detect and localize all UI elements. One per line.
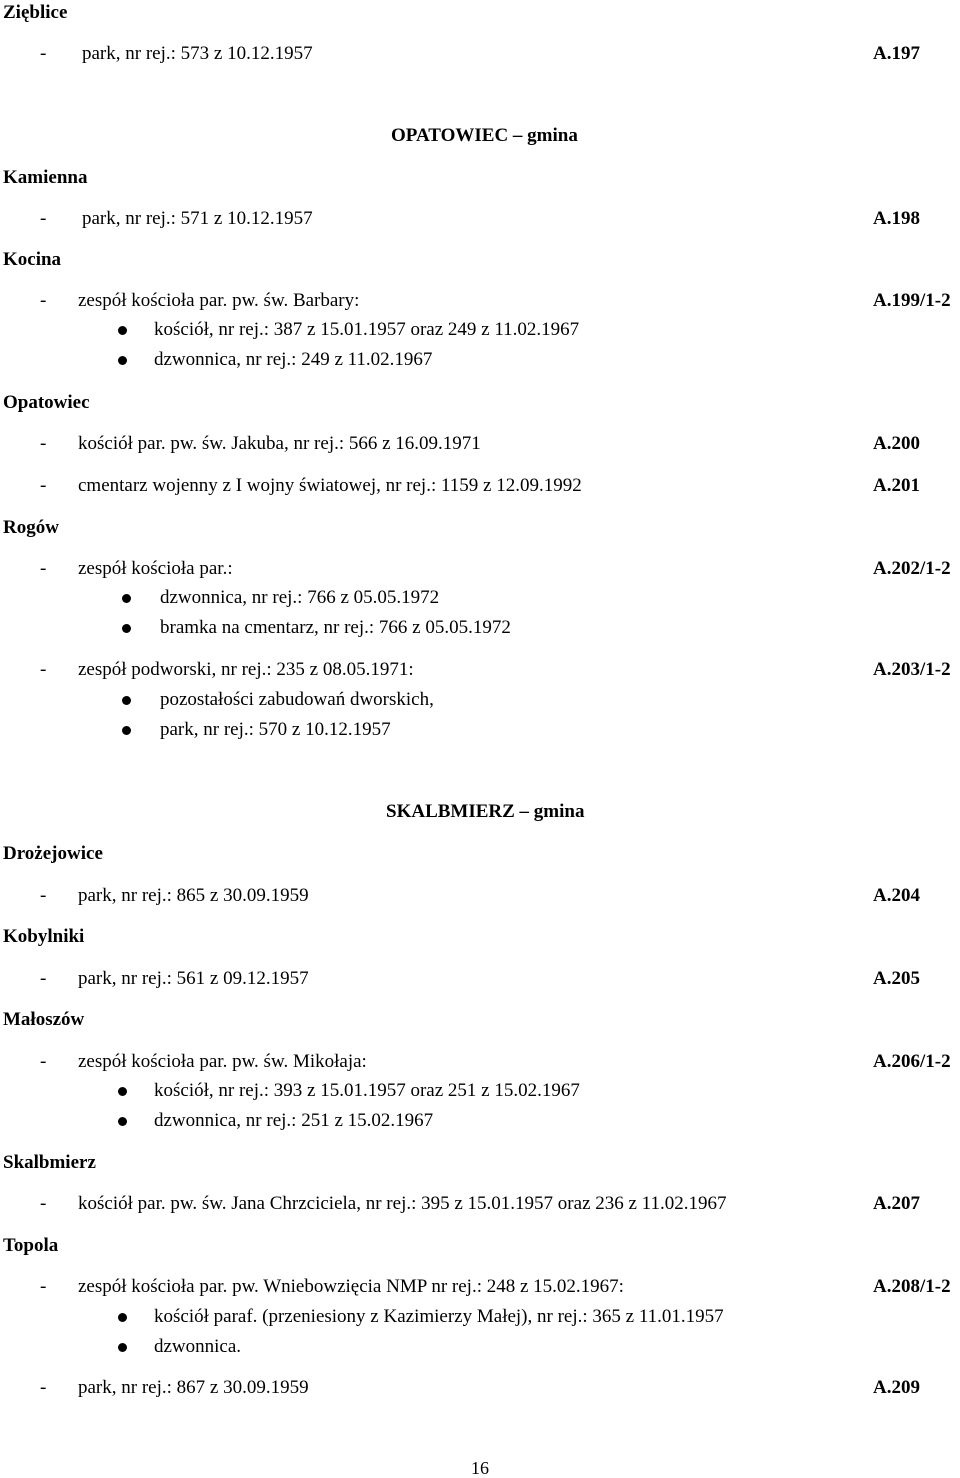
entry-item: kościół paraf. (przeniesiony z Kazimierzy Małej), nr rej.: 365 z 11.01.1957 [154,1306,724,1327]
dash: - [40,558,47,579]
register-code: A.197 [873,43,920,64]
entry-text: kościół par. pw. św. Jakuba, nr rej.: 566 z 16.09.1971 [78,433,481,454]
entry-text: zespół kościoła par. pw. św. Mikołaja: [78,1051,367,1072]
entry-item: park, nr rej.: 570 z 10.12.1957 [160,719,391,740]
register-code: A.208/1-2 [873,1276,951,1297]
dash: - [40,885,47,906]
bullet [118,1313,127,1322]
place-heading: Drożejowice [3,843,103,864]
dash: - [40,1051,47,1072]
entry-text: park, nr rej.: 867 z 30.09.1959 [78,1377,309,1398]
register-code: A.200 [873,433,920,454]
section-heading: SKALBMIERZ – gmina [386,801,585,822]
section-heading: OPATOWIEC – gmina [391,125,578,146]
place-heading: Kobylniki [3,926,85,947]
bullet [118,326,127,335]
entry-text: zespół podworski, nr rej.: 235 z 08.05.1971: [78,659,414,680]
bullet [118,1087,127,1096]
entry-text: park, nr rej.: 561 z 09.12.1957 [78,968,309,989]
entry-item: pozostałości zabudowań dworskich, [160,689,434,710]
dash: - [40,208,47,229]
place-heading: Rogów [3,517,59,538]
entry-text: park, nr rej.: 573 z 10.12.1957 [82,43,313,64]
bullet [122,696,131,705]
register-code: A.198 [873,208,920,229]
entry-item: dzwonnica, nr rej.: 766 z 05.05.1972 [160,587,440,608]
bullet [118,1343,127,1352]
entry-text: kościół par. pw. św. Jana Chrzciciela, nr rej.: 395 z 15.01.1957 oraz 236 z 11.02.1967 [78,1193,727,1214]
bullet [118,1117,127,1126]
entry-item: dzwonnica. [154,1336,242,1357]
entry-text: park, nr rej.: 571 z 10.12.1957 [82,208,313,229]
dash: - [40,1377,47,1398]
register-code: A.207 [873,1193,920,1214]
place-heading: Kocina [3,249,62,270]
dash: - [40,433,47,454]
page-number: 16 [471,1458,489,1478]
register-code: A.205 [873,968,920,989]
dash: - [40,290,47,311]
register-code: A.199/1-2 [873,290,951,311]
dash: - [40,1276,47,1297]
bullet [122,594,131,603]
entry-text: zespół kościoła par. pw. św. Barbary: [78,290,360,311]
bullet [122,726,131,735]
dash: - [40,659,47,680]
entry-item: dzwonnica, nr rej.: 249 z 11.02.1967 [154,349,433,370]
dash: - [40,475,47,496]
entry-text: zespół kościoła par.: [78,558,233,579]
entry-item: dzwonnica, nr rej.: 251 z 15.02.1967 [154,1110,434,1131]
bullet [118,356,127,365]
place-heading: Skalbmierz [3,1152,96,1173]
dash: - [40,43,47,64]
place-heading: Topola [3,1235,59,1256]
place-heading: Kamienna [3,167,88,188]
entry-text: park, nr rej.: 865 z 30.09.1959 [78,885,309,906]
place-heading: Małoszów [3,1009,85,1030]
dash: - [40,968,47,989]
register-code: A.202/1-2 [873,558,951,579]
register-code: A.209 [873,1377,920,1398]
entry-item: bramka na cmentarz, nr rej.: 766 z 05.05.1972 [160,617,511,638]
register-code: A.201 [873,475,920,496]
entry-text: cmentarz wojenny z I wojny światowej, nr rej.: 1159 z 12.09.1992 [78,475,582,496]
entry-text: zespół kościoła par. pw. Wniebowzięcia NMP nr rej.: 248 z 15.02.1967: [78,1276,624,1297]
register-code: A.203/1-2 [873,659,951,680]
bullet [122,624,131,633]
dash: - [40,1193,47,1214]
entry-item: kościół, nr rej.: 393 z 15.01.1957 oraz 251 z 15.02.1967 [154,1080,580,1101]
place-heading: Opatowiec [3,392,90,413]
register-code: A.206/1-2 [873,1051,951,1072]
register-code: A.204 [873,885,920,906]
entry-item: kościół, nr rej.: 387 z 15.01.1957 oraz 249 z 11.02.1967 [154,319,580,340]
place-heading: Zięblice [3,2,68,23]
